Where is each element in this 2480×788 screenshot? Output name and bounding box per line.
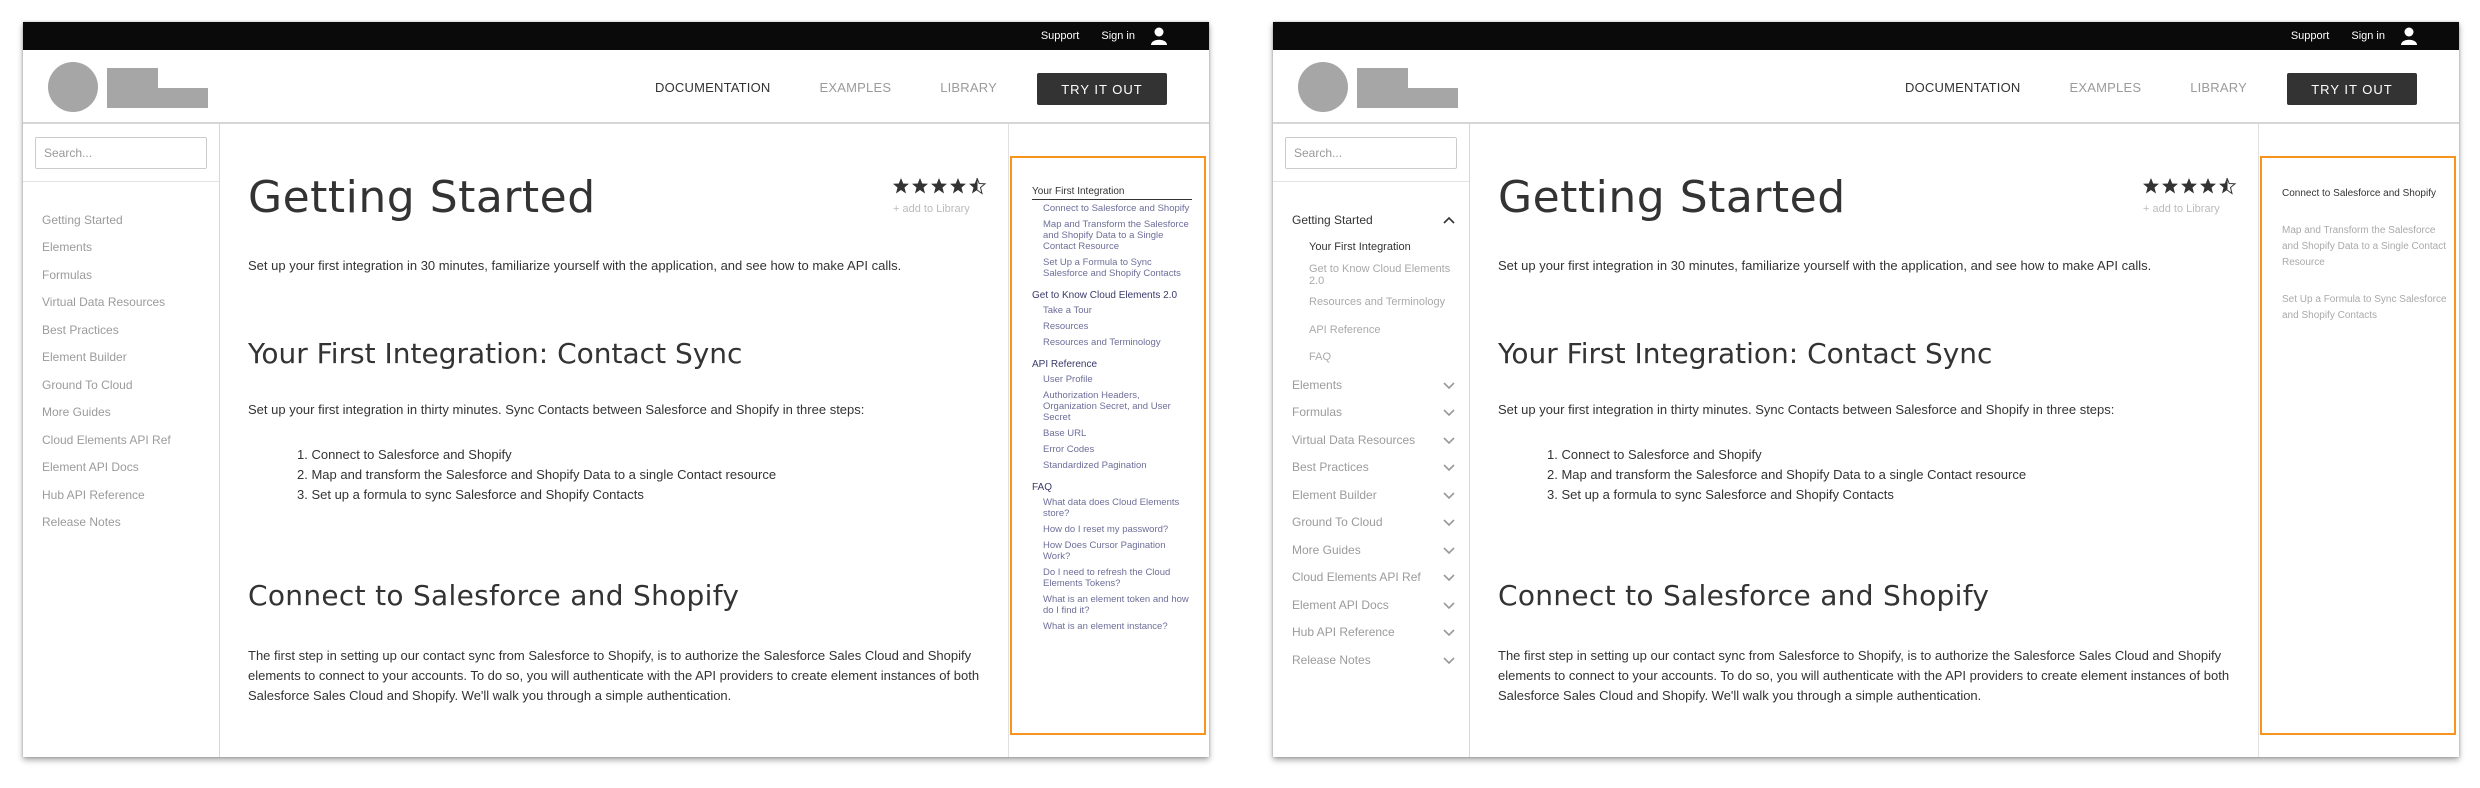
chevron-down-icon[interactable] [1442, 517, 1456, 527]
sidebar-item[interactable] [1292, 619, 1462, 647]
chevron-up-icon[interactable] [1442, 215, 1456, 225]
sidebar-item[interactable] [1292, 481, 1462, 509]
sidebar-item[interactable] [42, 371, 212, 399]
try-it-out-button[interactable]: TRY IT OUT [2287, 73, 2417, 105]
toc-sub-link[interactable]: Authorization Headers, Organization Secret, and User Secret [1043, 390, 1171, 423]
sidebar-item[interactable] [1292, 646, 1462, 674]
toc-sub-link[interactable]: Map and Transform the Salesforce and Shopify Data to a Single Contact Resource [1043, 219, 1189, 252]
chevron-down-icon[interactable] [1442, 600, 1456, 610]
sidebar-subitem[interactable]: Get to Know Cloud Elements 2.0 [1309, 262, 1451, 287]
sidebar-item-label: Element API Docs [42, 460, 139, 475]
toc-sub-link[interactable]: Error Codes [1043, 444, 1095, 455]
section-text: Set up your first integration in thirty minutes. Sync Contacts between Salesforce and Shopify in three steps: [1498, 402, 2115, 417]
toc-section-link[interactable]: Your First Integration [1032, 186, 1192, 200]
sidebar-item[interactable] [42, 426, 212, 454]
toc-section-link[interactable]: API Reference [1032, 359, 1098, 370]
toc-link[interactable]: Map and Transform the Salesforce and Shopify Data to a Single Contact Resource [2282, 225, 2446, 268]
sidebar-item[interactable] [42, 289, 212, 317]
divider [1273, 181, 1469, 182]
step-item: 2. Map and transform the Salesforce and Shopify Data to a single Contact resource [297, 467, 777, 482]
add-to-library-link[interactable]: + add to Library [893, 203, 970, 215]
sidebar-item[interactable] [42, 344, 212, 372]
add-to-library-link[interactable]: + add to Library [2143, 203, 2220, 215]
chevron-down-icon[interactable] [1442, 462, 1456, 472]
search-input[interactable]: Search... [1285, 137, 1457, 169]
chevron-down-icon[interactable] [1442, 435, 1456, 445]
step-item: 1. Connect to Salesforce and Shopify [1547, 447, 1762, 462]
page-title: Getting Started [248, 172, 596, 223]
toc-sub-link[interactable]: How Does Cursor Pagination Work? [1043, 540, 1166, 562]
toc-section-link[interactable]: FAQ [1032, 482, 1053, 493]
sidebar-item-label: Virtual Data Resources [1292, 432, 1416, 447]
sidebar [23, 124, 220, 757]
sidebar-item[interactable] [42, 316, 212, 344]
page-title: Getting Started [1498, 172, 1846, 223]
toc-sub-link[interactable]: Resources [1043, 321, 1089, 332]
sidebar-item-label: Formulas [1292, 405, 1343, 420]
toc-link[interactable]: Connect to Salesforce and Shopify [2282, 188, 2436, 199]
nav-documentation[interactable]: DOCUMENTATION [655, 79, 771, 95]
sidebar-list [42, 206, 212, 536]
sidebar-item[interactable] [42, 481, 212, 509]
sidebar-item-label: More Guides [42, 405, 111, 420]
subsection-heading: Connect to Salesforce and Shopify [248, 579, 740, 612]
sidebar-subitem[interactable]: Resources and Terminology [1309, 296, 1446, 309]
docs-page-variant-a [23, 22, 1209, 757]
sidebar-item[interactable] [42, 399, 212, 427]
sidebar-item-label: Best Practices [42, 322, 119, 337]
subsection-heading: Connect to Salesforce and Shopify [1498, 579, 1990, 612]
toc-link[interactable]: Set Up a Formula to Sync Salesforce and Shopify Contacts [2282, 294, 2447, 321]
sidebar-item-label: Getting Started [1292, 212, 1373, 227]
intro-text: Set up your first integration in 30 minutes, familiarize yourself with the application, and see how to make API calls. [248, 258, 902, 273]
user-icon[interactable] [2399, 26, 2419, 46]
try-it-out-button[interactable]: TRY IT OUT [1037, 73, 1167, 105]
table-of-contents [2282, 186, 2447, 345]
toc-sub-link[interactable]: How do I reset my password? [1043, 524, 1169, 535]
chevron-down-icon[interactable] [1442, 380, 1456, 390]
support-link[interactable]: Support [1040, 30, 1080, 42]
main-nav [655, 50, 1046, 124]
toc-sub-link[interactable]: Standardized Pagination [1043, 460, 1147, 471]
toc-sub-link[interactable]: Connect to Salesforce and Shopify [1043, 203, 1190, 214]
sidebar-item-label: Element Builder [1292, 487, 1377, 502]
subsection-text: The first step in setting up our contact sync from Salesforce to Shopify, is to authorize the Salesforce Sales Cloud and Shopify elements to connect to your accounts. To do so, you will authenticate with the API providers to create element instances of both Salesforce Sales Cloud and Shopify. We'll walk you through a simple authentication. [248, 648, 980, 703]
nav-library[interactable]: LIBRARY [2190, 79, 2247, 95]
toc-sub-link[interactable]: Resources and Terminology [1043, 337, 1161, 348]
sidebar-item[interactable] [42, 454, 212, 482]
toc-sub-link[interactable]: What is an element token and how do I find it? [1043, 594, 1189, 616]
nav-examples[interactable]: EXAMPLES [819, 79, 892, 95]
sidebar-item[interactable] [1292, 564, 1462, 592]
sidebar-item-label: Cloud Elements API Ref [1292, 570, 1421, 585]
sidebar-item-label: Element Builder [42, 350, 127, 365]
sidebar-item-label: Formulas [42, 267, 93, 282]
step-item: 1. Connect to Salesforce and Shopify [297, 447, 512, 462]
sidebar-item-label: Hub API Reference [1292, 625, 1395, 640]
sidebar-item-label: Ground To Cloud [1292, 515, 1383, 530]
user-icon[interactable] [1149, 26, 1169, 46]
step-item: 3. Set up a formula to sync Salesforce and Shopify Contacts [297, 487, 644, 502]
sidebar-item-label: Release Notes [1292, 652, 1371, 667]
star-rating[interactable] [893, 177, 988, 195]
table-of-contents [1032, 186, 1192, 637]
sidebar-item-label: Element API Docs [1292, 597, 1389, 612]
section-text: Set up your first integration in thirty minutes. Sync Contacts between Salesforce and Shopify in three steps: [248, 402, 865, 417]
toc-highlight-box [2260, 156, 2456, 735]
step-item: 2. Map and transform the Salesforce and Shopify Data to a single Contact resource [1547, 467, 2027, 482]
logo-placeholder[interactable] [48, 62, 208, 114]
sidebar-item[interactable] [1292, 454, 1462, 482]
steps-list [1547, 445, 2026, 505]
sidebar-list [1292, 206, 1462, 674]
chevron-down-icon[interactable] [1442, 545, 1456, 555]
nav-examples[interactable]: EXAMPLES [2069, 79, 2142, 95]
subsection-text: The first step in setting up our contact sync from Salesforce to Shopify, is to authorize the Salesforce Sales Cloud and Shopify elements to connect to your accounts. To do so, you will authenticate with the API providers to create element instances of both Salesforce Sales Cloud and Shopify. We'll walk you through a simple authentication. [1498, 648, 2230, 703]
sidebar-item[interactable] [1292, 426, 1462, 454]
divider [23, 181, 219, 182]
step-item: 3. Set up a formula to sync Salesforce and Shopify Contacts [1547, 487, 1894, 502]
sidebar-item-label: Elements [42, 240, 93, 255]
chevron-down-icon[interactable] [1442, 572, 1456, 582]
sidebar-item-label: Elements [1292, 377, 1343, 392]
main-nav [1905, 50, 2296, 124]
intro-text: Set up your first integration in 30 minutes, familiarize yourself with the application, and see how to make API calls. [1498, 258, 2152, 273]
sidebar-item-label: Hub API Reference [42, 487, 145, 502]
sidebar-subitem[interactable]: Your First Integration [1309, 241, 1411, 254]
sidebar-item[interactable] [1292, 536, 1462, 564]
support-link[interactable]: Support [2290, 30, 2330, 42]
sidebar-item-label: Cloud Elements API Ref [42, 432, 171, 447]
sidebar-item[interactable] [1292, 591, 1462, 619]
star-rating[interactable] [2143, 177, 2238, 195]
toc-sub-link[interactable]: What is an element instance? [1043, 621, 1168, 632]
sidebar-item[interactable] [42, 261, 212, 289]
sidebar-item-label: Getting Started [42, 212, 123, 227]
sidebar-item[interactable] [42, 509, 212, 537]
sidebar-item[interactable] [1292, 399, 1462, 427]
steps-list [297, 445, 776, 505]
chevron-down-icon[interactable] [1442, 627, 1456, 637]
sidebar-item[interactable] [1292, 371, 1462, 399]
toc-sub-link[interactable]: Set Up a Formula to Sync Salesforce and Shopify Contacts [1043, 257, 1181, 279]
signin-link[interactable]: Sign in [1101, 30, 1135, 42]
toc-section-link[interactable]: Get to Know Cloud Elements 2.0 [1032, 290, 1178, 301]
sidebar-item-label: Ground To Cloud [42, 377, 133, 392]
sidebar-item-label: More Guides [1292, 542, 1361, 557]
search-input[interactable]: Search... [35, 137, 207, 169]
sidebar-subitem[interactable]: FAQ [1309, 351, 1332, 364]
sidebar-subitem[interactable]: API Reference [1309, 323, 1381, 336]
logo-placeholder[interactable] [1298, 62, 1458, 114]
header [23, 50, 1209, 124]
top-bar [23, 22, 1209, 50]
sidebar-item[interactable] [42, 234, 212, 262]
sidebar-item-label: Best Practices [1292, 460, 1369, 475]
nav-library[interactable]: LIBRARY [940, 79, 997, 95]
toc-highlight-box [1010, 156, 1206, 735]
sidebar-item-label: Release Notes [42, 515, 121, 530]
chevron-down-icon[interactable] [1442, 655, 1456, 665]
toc-sub-link[interactable]: Take a Tour [1043, 305, 1092, 316]
signin-link[interactable]: Sign in [2351, 30, 2385, 42]
sidebar-item-label: Virtual Data Resources [42, 295, 166, 310]
top-bar [1273, 22, 2459, 50]
sidebar-item[interactable] [42, 206, 212, 234]
sidebar-item[interactable] [1292, 509, 1462, 537]
sidebar-item-expanded[interactable] [1292, 206, 1462, 234]
chevron-down-icon[interactable] [1442, 490, 1456, 500]
toc-sub-link[interactable]: What data does Cloud Elements store? [1043, 497, 1180, 519]
section-heading: Your First Integration: Contact Sync [1498, 337, 1993, 370]
chevron-down-icon[interactable] [1442, 407, 1456, 417]
docs-page-variant-b [1273, 22, 2459, 757]
sidebar [1273, 124, 1470, 757]
nav-documentation[interactable]: DOCUMENTATION [1905, 79, 2021, 95]
header [1273, 50, 2459, 124]
toc-sub-link[interactable]: Base URL [1043, 428, 1087, 439]
toc-sub-link[interactable]: User Profile [1043, 374, 1093, 385]
toc-sub-link[interactable]: Do I need to refresh the Cloud Elements Tokens? [1043, 567, 1171, 589]
section-heading: Your First Integration: Contact Sync [248, 337, 743, 370]
